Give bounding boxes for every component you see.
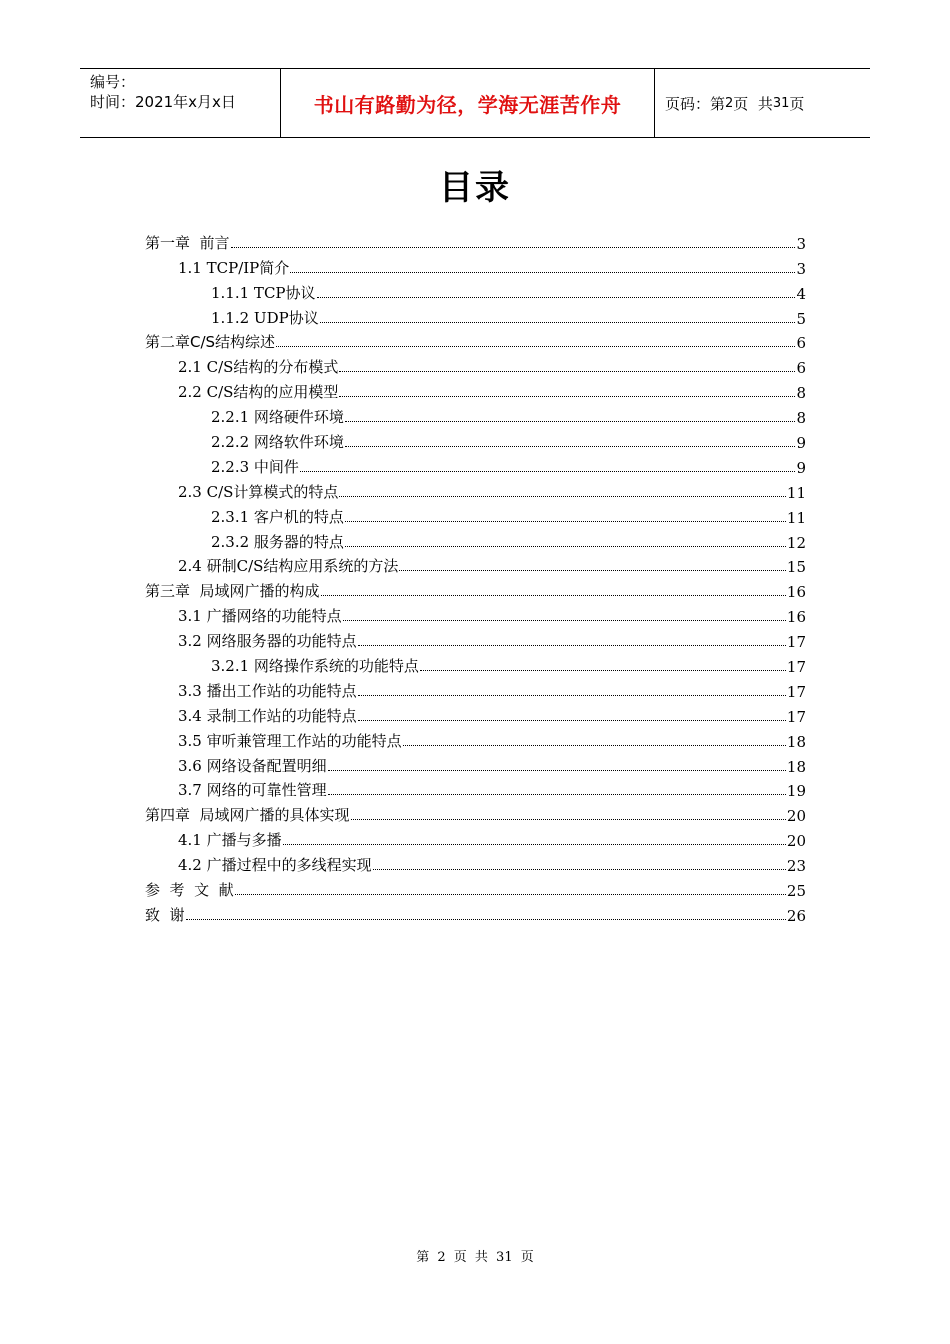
page-prefix: 页码：第 [665, 94, 726, 113]
toc-entry-label: 1.1.1 TCP协议 [211, 283, 316, 302]
page-footer: 第 2 页 共 31 页 [416, 1250, 534, 1265]
toc-entry[interactable] [145, 527, 806, 552]
toc-entry[interactable] [145, 825, 806, 850]
toc-entry-label: 2.1 C/S结构的分布模式 [178, 358, 339, 377]
toc-entry-page: 3 [796, 234, 806, 253]
toc-entry[interactable] [145, 253, 806, 278]
toc-leader-dots [186, 919, 786, 920]
toc-leader-dots [351, 819, 786, 820]
header-meta-cell [80, 69, 281, 137]
toc-entry-label: 1.1 TCP/IP简介 [178, 258, 290, 277]
toc-leader-dots [320, 322, 796, 323]
toc-entry[interactable] [145, 751, 806, 776]
toc-leader-dots [328, 794, 786, 795]
toc-entry-page: 8 [796, 409, 806, 428]
toc-leader-dots [317, 297, 796, 298]
code-label: 编号： [90, 73, 136, 91]
toc-entry-page: 18 [786, 757, 806, 776]
toc-entry-page: 16 [786, 583, 806, 602]
toc-entry-label: 2.2 C/S结构的应用模型 [178, 383, 339, 402]
toc-entry[interactable] [145, 800, 806, 825]
time-label: 时间：2021年x月x日 [90, 93, 236, 111]
toc-entry[interactable] [145, 328, 806, 353]
toc-entry[interactable] [145, 701, 806, 726]
toc-leader-dots [403, 745, 786, 746]
toc-leader-dots [345, 546, 786, 547]
toc-entry[interactable] [145, 875, 806, 900]
toc-entry[interactable] [145, 452, 806, 477]
toc-leader-dots [321, 595, 786, 596]
toc-entry-page: 5 [796, 309, 806, 328]
toc-entry-label: 第四章 局域网广播的具体实现 [145, 806, 350, 825]
toc-entry-label: 致 谢 [145, 905, 185, 924]
toc-entry-label: 4.1 广播与多播 [178, 831, 282, 850]
toc-entry[interactable] [145, 477, 806, 502]
toc-entry-page: 16 [786, 608, 806, 627]
toc-entry[interactable] [145, 352, 806, 377]
toc-entry-page: 19 [786, 782, 806, 801]
toc-entry-label: 4.2 广播过程中的多线程实现 [178, 856, 372, 875]
toc-leader-dots [235, 894, 786, 895]
document-header [80, 68, 870, 138]
toc-entry[interactable] [145, 576, 806, 601]
toc-entry[interactable] [145, 726, 806, 751]
page-mid: 页 共 [733, 94, 773, 113]
toc-entry-label: 3.4 录制工作站的功能特点 [178, 706, 357, 725]
toc-entry-page: 11 [786, 483, 806, 502]
toc-entry-page: 23 [786, 857, 806, 876]
total-pages: 31 [772, 95, 790, 111]
toc-leader-dots [420, 670, 786, 671]
toc-entry-page: 20 [786, 832, 806, 851]
toc-leader-dots [358, 645, 786, 646]
toc-entry-label: 参 考 文 献 [145, 881, 234, 900]
toc-entry[interactable] [145, 601, 806, 626]
toc-entry-label: 2.3.2 服务器的特点 [211, 532, 344, 551]
toc-entry-page: 4 [796, 284, 806, 303]
toc-leader-dots [339, 396, 795, 397]
toc-entry[interactable] [145, 303, 806, 328]
table-of-contents [145, 228, 806, 925]
toc-entry-page: 25 [786, 882, 806, 901]
toc-leader-dots [358, 695, 786, 696]
toc-entry[interactable] [145, 377, 806, 402]
toc-entry[interactable] [145, 402, 806, 427]
header-page-info [655, 69, 870, 137]
toc-entry[interactable] [145, 502, 806, 527]
toc-leader-dots [345, 421, 796, 422]
header-motto: 书山有路勤为径，学海无涯苦作舟 [281, 69, 655, 137]
toc-entry[interactable] [145, 850, 806, 875]
toc-entry-label: 2.3 C/S计算模式的特点 [178, 482, 339, 501]
toc-entry-label: 2.2.2 网络软件环境 [211, 433, 344, 452]
toc-entry-label: 3.2.1 网络操作系统的功能特点 [211, 657, 419, 676]
toc-leader-dots [358, 720, 786, 721]
toc-entry-page: 9 [796, 434, 806, 453]
toc-entry-label: 第二章C/S结构综述 [145, 333, 276, 352]
toc-leader-dots [300, 471, 796, 472]
toc-leader-dots [345, 521, 786, 522]
toc-leader-dots [399, 570, 785, 571]
toc-leader-dots [343, 620, 786, 621]
toc-leader-dots [339, 496, 785, 497]
toc-entry-page: 17 [786, 658, 806, 677]
toc-entry-label: 1.1.2 UDP协议 [211, 308, 319, 327]
toc-leader-dots [276, 346, 795, 347]
toc-entry-label: 第三章 局域网广播的构成 [145, 582, 320, 601]
toc-entry[interactable] [145, 651, 806, 676]
toc-entry-page: 3 [796, 259, 806, 278]
toc-entry-page: 26 [786, 906, 806, 925]
toc-entry-label: 3.5 审听兼管理工作站的功能特点 [178, 731, 402, 750]
toc-entry-page: 9 [796, 458, 806, 477]
toc-entry-label: 3.6 网络设备配置明细 [178, 756, 327, 775]
toc-entry-label: 2.3.1 客户机的特点 [211, 507, 344, 526]
toc-leader-dots [328, 770, 786, 771]
toc-entry-label: 3.1 广播网络的功能特点 [178, 607, 342, 626]
toc-entry-label: 3.2 网络服务器的功能特点 [178, 632, 357, 651]
toc-leader-dots [373, 869, 786, 870]
page-number: 2 [725, 95, 734, 111]
toc-entry-page: 15 [786, 558, 806, 577]
toc-entry-page: 6 [796, 334, 806, 353]
toc-entry-page: 17 [786, 682, 806, 701]
toc-leader-dots [345, 446, 796, 447]
toc-entry[interactable] [145, 427, 806, 452]
toc-entry[interactable] [145, 626, 806, 651]
toc-entry[interactable] [145, 776, 806, 801]
toc-entry-label: 3.3 播出工作站的功能特点 [178, 681, 357, 700]
toc-leader-dots [339, 371, 795, 372]
toc-entry-label: 3.7 网络的可靠性管理 [178, 781, 327, 800]
toc-leader-dots [290, 272, 795, 273]
toc-entry-page: 18 [786, 732, 806, 751]
toc-entry[interactable] [145, 278, 806, 303]
toc-entry-page: 11 [786, 508, 806, 527]
toc-entry-page: 17 [786, 633, 806, 652]
toc-entry-label: 2.4 研制C/S结构应用系统的方法 [178, 557, 399, 576]
toc-entry-label: 第一章 前言 [145, 233, 230, 252]
toc-leader-dots [231, 247, 796, 248]
toc-entry-page: 6 [796, 359, 806, 378]
page-suffix: 页 [789, 94, 805, 113]
toc-entry[interactable] [145, 228, 806, 253]
toc-entry-page: 17 [786, 707, 806, 726]
toc-entry-label: 2.2.3 中间件 [211, 457, 299, 476]
toc-entry[interactable] [145, 900, 806, 925]
toc-entry-label: 2.2.1 网络硬件环境 [211, 408, 344, 427]
toc-entry-page: 20 [786, 807, 806, 826]
toc-entry[interactable] [145, 676, 806, 701]
toc-entry-page: 12 [786, 533, 806, 552]
toc-leader-dots [283, 844, 786, 845]
toc-entry[interactable] [145, 552, 806, 577]
toc-entry-page: 8 [796, 384, 806, 403]
toc-title: 目录 [439, 168, 511, 208]
